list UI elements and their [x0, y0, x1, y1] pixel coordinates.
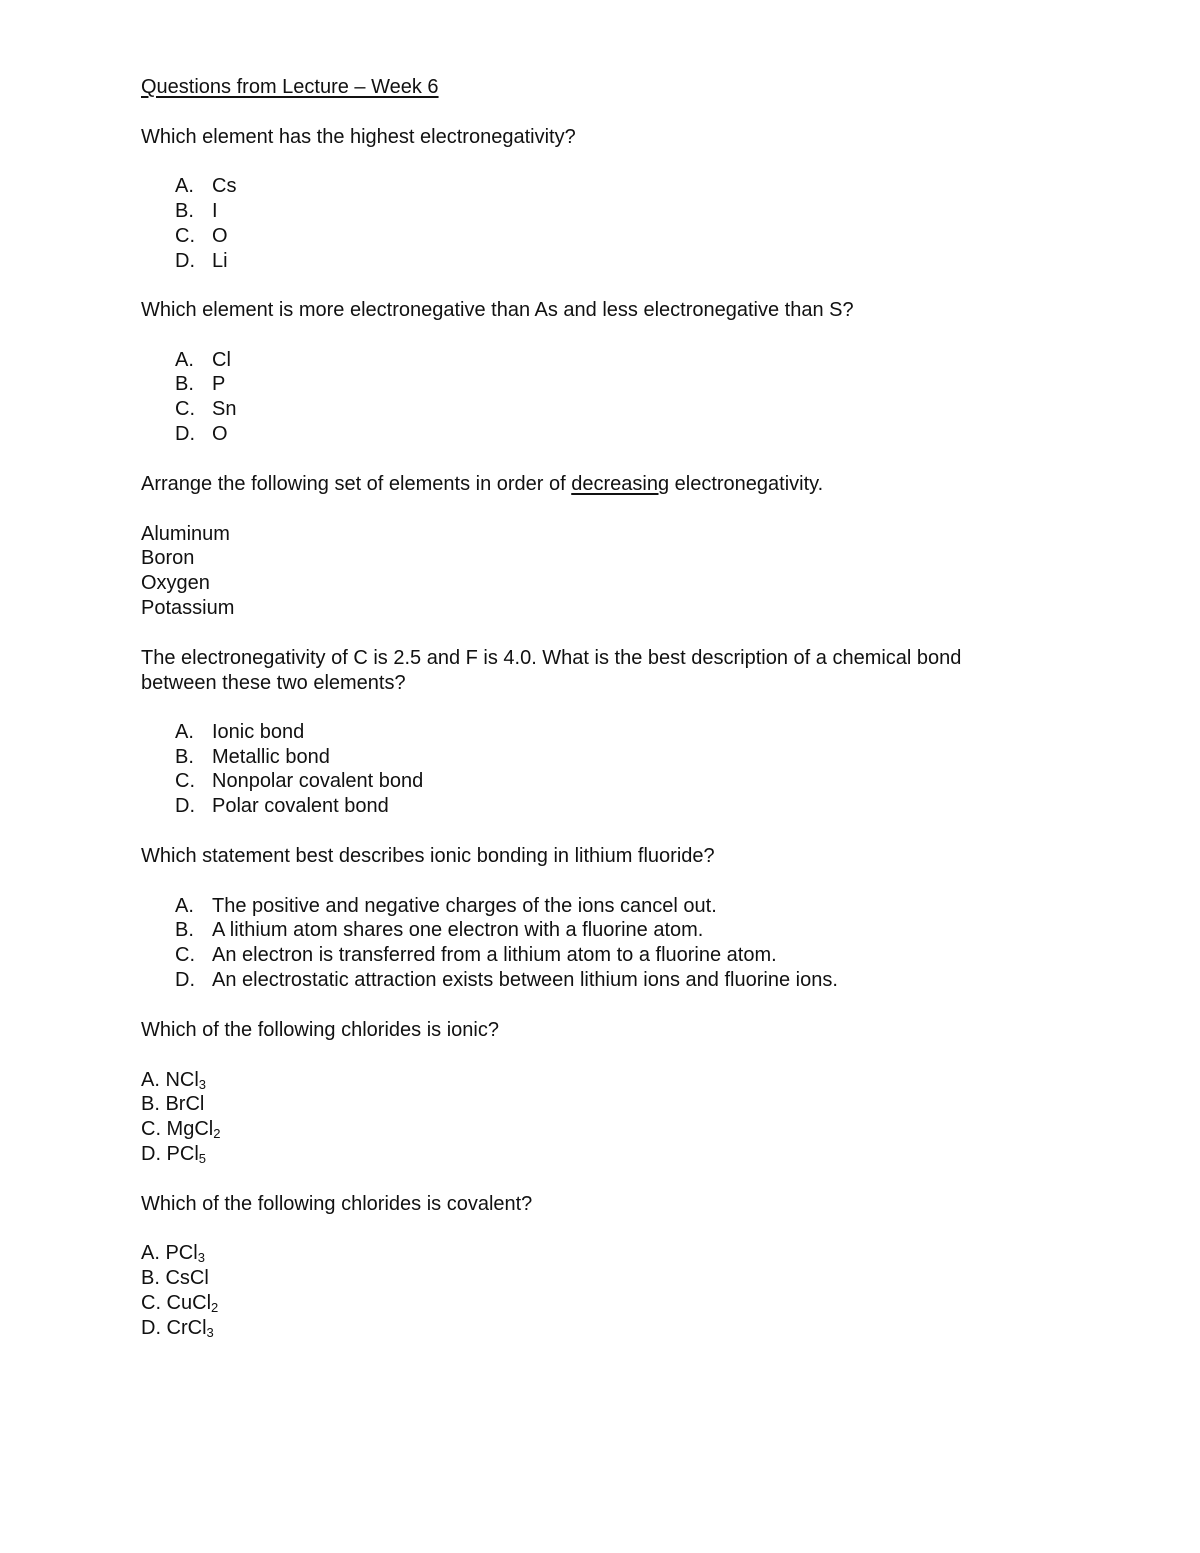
question-4-text-line1: The electronegativity of C is 2.5 and F is 4.0. What is the best description of a chemical bond: [141, 647, 962, 669]
option-letter: C.: [175, 770, 195, 792]
option-letter: B.: [175, 919, 194, 941]
option-text: C. MgCl: [141, 1118, 214, 1140]
q7-option-c: [141, 1291, 218, 1315]
question-3-text: [141, 472, 823, 496]
subscript: 5: [198, 1151, 207, 1166]
option-letter: D.: [175, 795, 195, 817]
option-letter: C.: [175, 225, 195, 247]
option-text: A. NCl: [141, 1069, 199, 1091]
option-letter: D.: [175, 969, 195, 991]
option-text: P: [212, 373, 226, 395]
option-text: Metallic bond: [212, 746, 330, 768]
q7-option-a: [141, 1241, 205, 1265]
q7-option-d: [141, 1316, 214, 1340]
option-text: O: [212, 225, 228, 247]
option-text: A lithium atom shares one electron with a fluorine atom.: [212, 919, 704, 941]
option-letter: A.: [175, 721, 194, 743]
option-text: D. CrCl: [141, 1317, 207, 1339]
option-letter: D.: [175, 423, 195, 445]
subscript: 3: [206, 1325, 214, 1340]
option-text: O: [212, 423, 228, 445]
option-text: Cl: [212, 349, 231, 371]
option-text: C. CuCl: [141, 1292, 212, 1314]
option-text: B. BrCl: [141, 1093, 205, 1115]
option-text: B. CsCl: [141, 1267, 209, 1289]
question-2-text: Which element is more electronegative than As and less electronegative than S?: [141, 299, 854, 321]
element-item: Boron: [141, 547, 195, 569]
option-text: An electron is transferred from a lithium atom to a fluorine atom.: [212, 944, 777, 966]
subscript: 2: [213, 1126, 221, 1141]
option-letter: D.: [175, 250, 195, 272]
option-text: An electrostatic attraction exists between lithium ions and fluorine ions.: [212, 969, 838, 991]
question-3-before: Arrange the following set of elements in order of: [141, 473, 572, 495]
option-text: Li: [212, 250, 228, 272]
option-text: Nonpolar covalent bond: [212, 770, 424, 792]
option-text: Polar covalent bond: [212, 795, 389, 817]
subscript: 3: [197, 1250, 205, 1265]
q7-option-b: [141, 1266, 209, 1290]
option-text: I: [212, 200, 218, 222]
option-text: D. PCl: [141, 1143, 199, 1165]
q6-option-d: [141, 1142, 206, 1166]
question-5-text: Which statement best describes ionic bonding in lithium fluoride?: [141, 845, 715, 867]
option-text: Sn: [212, 398, 237, 420]
option-letter: A.: [175, 349, 194, 371]
subscript: 3: [198, 1077, 207, 1092]
question-4-text-line2: between these two elements?: [141, 672, 406, 694]
question-7-text: Which of the following chlorides is covalent?: [141, 1193, 533, 1215]
question-3-emphasis: decreasing: [571, 473, 670, 495]
option-letter: C.: [175, 944, 195, 966]
option-letter: A.: [175, 175, 194, 197]
option-text: Ionic bond: [212, 721, 305, 743]
page-title: Questions from Lecture – Week 6: [141, 76, 439, 98]
q6-option-c: [141, 1117, 220, 1141]
option-letter: B.: [175, 200, 194, 222]
option-text: A. PCl: [141, 1242, 198, 1264]
subscript: 2: [211, 1300, 219, 1315]
option-letter: A.: [175, 895, 194, 917]
option-letter: C.: [175, 398, 195, 420]
question-6-text: Which of the following chlorides is ionic?: [141, 1019, 499, 1041]
q6-option-a: [141, 1068, 206, 1092]
q6-option-b: [141, 1092, 204, 1116]
question-3-after: electronegativity.: [669, 473, 824, 495]
option-letter: B.: [175, 373, 194, 395]
question-1-text: Which element has the highest electronegativity?: [141, 126, 576, 148]
option-text: Cs: [212, 175, 237, 197]
element-item: Aluminum: [141, 523, 230, 545]
option-text: The positive and negative charges of the ions cancel out.: [212, 895, 717, 917]
element-item: Oxygen: [141, 572, 210, 594]
option-letter: B.: [175, 746, 194, 768]
element-item: Potassium: [141, 597, 235, 619]
